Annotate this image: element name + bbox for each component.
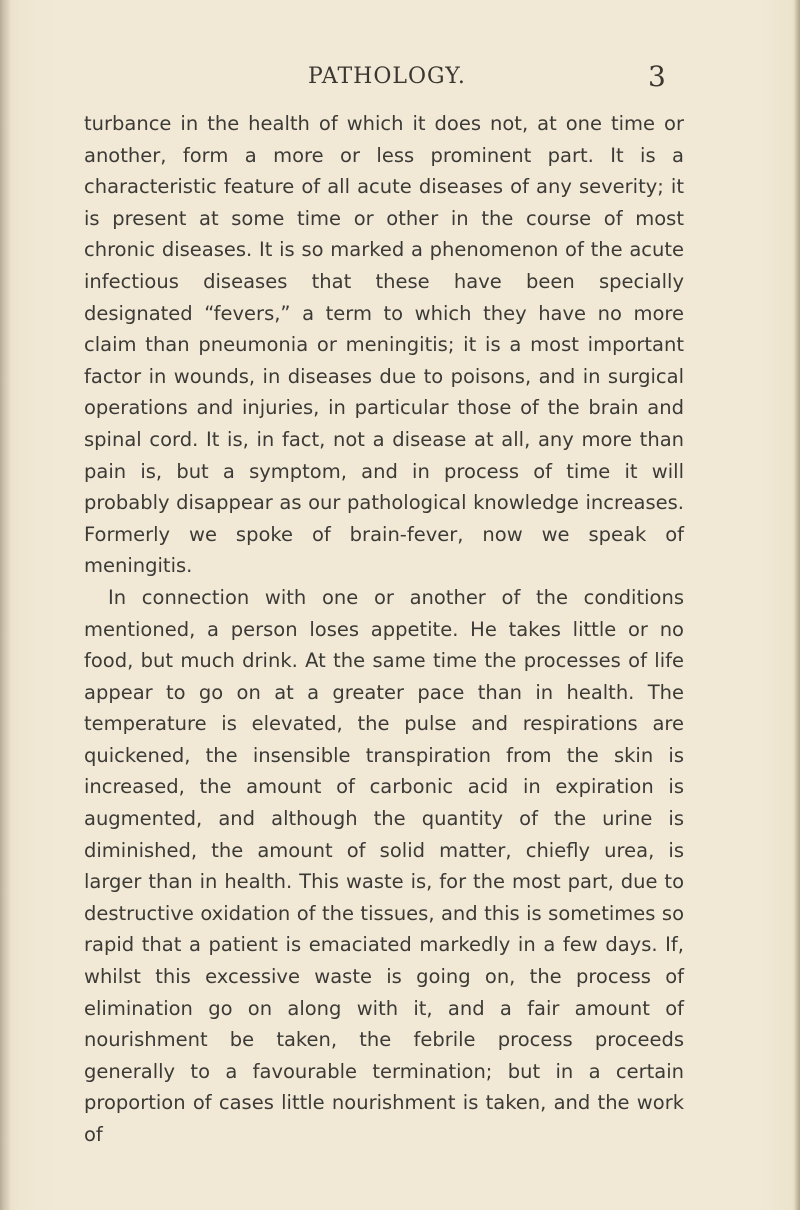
page-right-edge <box>794 0 800 1210</box>
paragraph-1: turbance in the health of which it does not, at one time or another, form a more or less prominent part. It is a characteristic feature of all acute diseases of any severity; it is present at some time or other in the course of most chronic diseases. It is so marked a phenomenon of the acute infectious diseases that these have been specially designated “fevers,” a term to which they have no more claim than pneumonia or meningitis; it is a most important factor in wounds, in diseases due to poisons, and in surgical operations and injuries, in particular those of the brain and spinal cord. It is, in fact, not a disease at all, any more than pain is, but a symptom, and in process of time it will probably disappear as our pathological knowledge increases. Formerly we spoke of brain-fever, now we speak of meningitis. <box>84 112 684 578</box>
page-binding-edge <box>0 0 10 1210</box>
page-number: 3 <box>648 60 666 93</box>
page-header <box>0 60 800 100</box>
running-title: PATHOLOGY. <box>308 64 466 89</box>
paragraph-2: In connection with one or another of the conditions mentioned, a person loses appetite. He takes little or no food, but much drink. At the same time the processes of life appear to go on at a greater pace than in health. The temperature is elevated, the pulse and respirations are quickened, the insensible transpiration from the skin is increased, the amount of carbonic acid in expiration is augmented, and although the quantity of the urine is diminished, the amount of solid matter, chiefly urea, is larger than in health. This waste is, for the most part, due to destructive oxidation of the tissues, and this is sometimes so rapid that a patient is emaciated markedly in a few days. If, whilst this excessive waste is going on, the process of elimination go on along with it, and a fair amount of nourishment be taken, the febrile process proceeds generally to a favourable termination; but in a certain proportion of cases little nourishment is taken, and the work of <box>84 585 684 1146</box>
body-text <box>84 108 684 1151</box>
